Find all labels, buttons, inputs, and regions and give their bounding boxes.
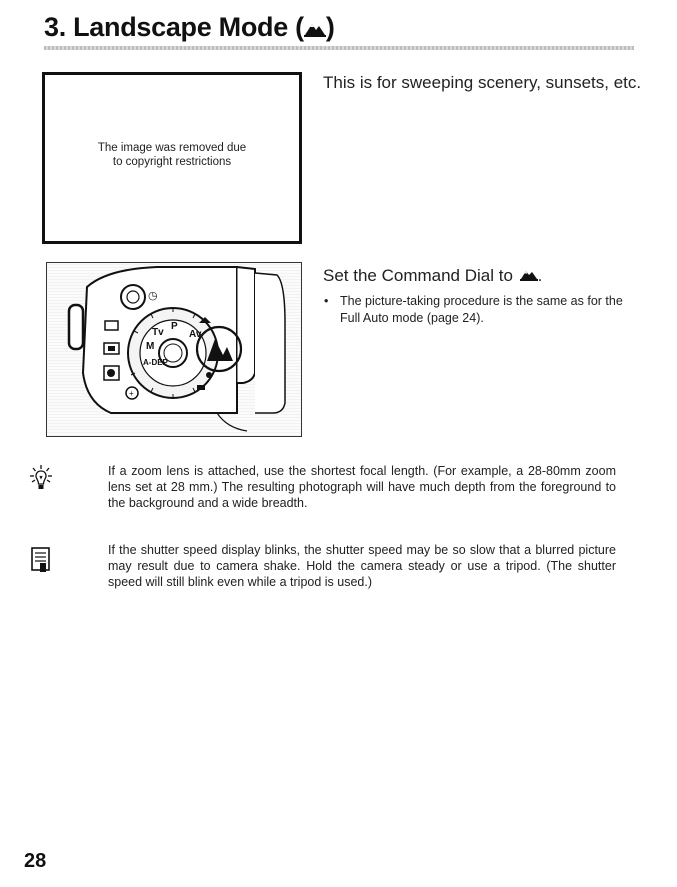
- memo-icon: [31, 547, 50, 573]
- note-text: If the shutter speed display blinks, the shutter speed may be so slow that a blurred picture may result due to camera shake. Hold the camera steady or use a tripod. (The shutter speed will still blink even while a tripod is used.): [108, 543, 616, 589]
- bullet-dot: •: [324, 294, 329, 308]
- dial-label-p: P: [171, 321, 178, 332]
- title-rule: [44, 46, 634, 50]
- removed-image-frame: [42, 72, 302, 244]
- dial-label-tv: Tv: [152, 327, 164, 338]
- page-number: 28: [24, 850, 47, 872]
- page-title-text: 3. Landscape Mode (: [44, 12, 304, 42]
- dial-label-av: Av: [189, 329, 202, 340]
- lightbulb-icon: [30, 464, 52, 490]
- step-title-suffix: .: [537, 266, 543, 285]
- removed-image-note-line2: to copyright restrictions: [112, 156, 232, 168]
- step-title-text: Set the Command Dial to: [323, 266, 513, 285]
- removed-image-note: [45, 141, 299, 169]
- page-title-close: ): [325, 12, 335, 42]
- tip-text: If a zoom lens is attached, use the shortest focal length. (For example, a 28-80mm zoom lens set at 28 mm.) The resulting photograph will have much depth from the foreground to the background and a wide breadth.: [108, 464, 616, 510]
- camera-dial-drawing: [47, 263, 301, 436]
- dial-label-m: M: [146, 341, 155, 352]
- dial-label-adep: A-DEP: [143, 358, 168, 367]
- landscape-mountain-icon: [304, 19, 326, 37]
- svg-text:+: +: [129, 389, 134, 398]
- landscape-mountain-icon: [520, 268, 538, 281]
- page-title: [44, 12, 335, 43]
- removed-image-note-line1: The image was removed due: [97, 142, 247, 154]
- svg-text:◷: ◷: [148, 290, 158, 302]
- camera-illustration: [46, 262, 302, 437]
- intro-text: This is for sweeping scenery, sunsets, etc.: [323, 73, 642, 92]
- step-bullet: [324, 293, 642, 327]
- step-title: [323, 266, 542, 286]
- step-bullet-text: The picture-taking procedure is the same as for the Full Auto mode (page 24).: [340, 294, 623, 325]
